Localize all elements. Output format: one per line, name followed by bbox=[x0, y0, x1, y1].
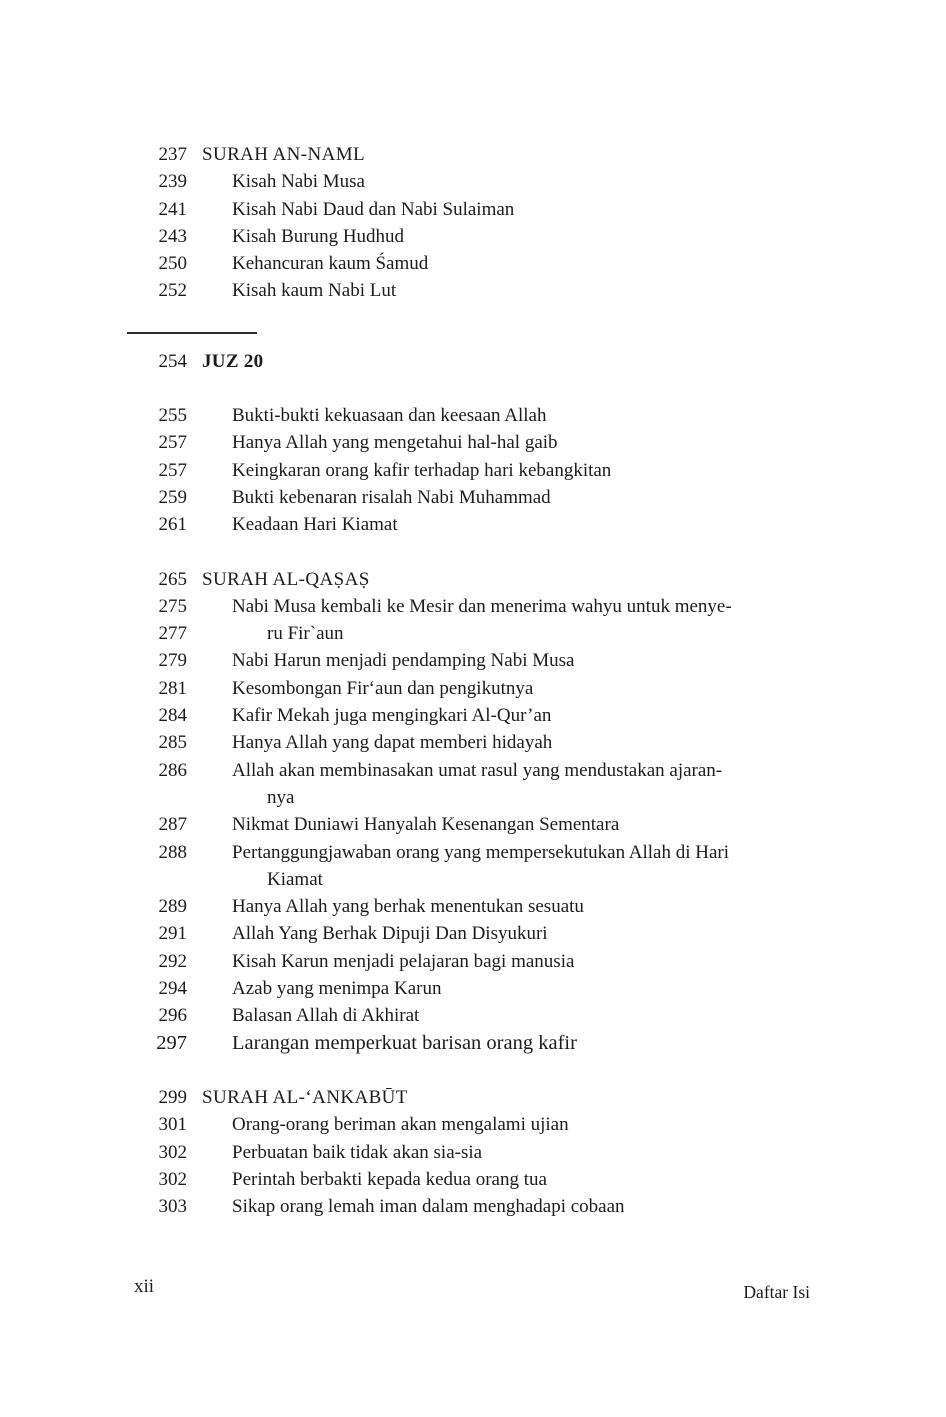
toc-entry-text: Perintah berbakti kepada kedua orang tua bbox=[232, 1168, 547, 1190]
toc-entry-page-number: 241 bbox=[158, 198, 187, 220]
toc-entry-text: Nikmat Duniawi Hanyalah Kesenangan Sementara bbox=[232, 814, 620, 836]
toc-row bbox=[127, 1139, 876, 1166]
toc-entry-text: SURAH AL-‘ANKABŪT bbox=[202, 1086, 408, 1108]
toc-row bbox=[127, 784, 876, 811]
toc-entry-page-number: 284 bbox=[158, 705, 187, 727]
toc-entry-page-number: 289 bbox=[158, 896, 187, 918]
toc-row bbox=[127, 1166, 876, 1193]
toc-entry-page-number: 279 bbox=[158, 650, 187, 672]
toc-entry-page-number: 275 bbox=[158, 595, 187, 617]
toc-entry-page-number: 294 bbox=[158, 978, 187, 1000]
toc-row bbox=[127, 647, 876, 674]
toc-row bbox=[127, 893, 876, 920]
toc-row bbox=[127, 866, 876, 893]
toc-row bbox=[127, 920, 876, 947]
toc-row bbox=[127, 729, 876, 756]
toc-entry-page-number: 254 bbox=[158, 350, 187, 372]
toc-row bbox=[127, 511, 876, 538]
toc-entry-text: SURAH AL-QAṢAṢ bbox=[202, 568, 370, 590]
toc-entry-text: Kesombongan Fir‘aun dan pengikutnya bbox=[232, 677, 534, 699]
toc-entry-page-number: 281 bbox=[158, 677, 187, 699]
toc-row bbox=[127, 196, 876, 223]
toc-entry-page-number: 243 bbox=[158, 225, 187, 247]
toc-entry-text: Kafir Mekah juga mengingkari Al-Qur’an bbox=[232, 705, 552, 727]
toc-row bbox=[127, 757, 876, 784]
toc-row bbox=[127, 223, 876, 250]
toc-block bbox=[127, 402, 876, 538]
toc-entry-page-number: 285 bbox=[158, 732, 187, 754]
section-divider bbox=[127, 332, 257, 334]
toc-row bbox=[127, 593, 876, 620]
toc-entry-text: Hanya Allah yang dapat memberi hidayah bbox=[232, 732, 553, 754]
toc-row bbox=[127, 348, 876, 375]
toc-entry-page-number: 257 bbox=[158, 432, 187, 454]
toc-row bbox=[127, 1002, 876, 1029]
toc-row bbox=[127, 948, 876, 975]
toc-row bbox=[127, 839, 876, 866]
toc-row bbox=[127, 702, 876, 729]
toc-row bbox=[127, 277, 876, 304]
toc-entry-page-number: 302 bbox=[158, 1141, 187, 1163]
toc-entry-text: Kisah kaum Nabi Lut bbox=[232, 280, 397, 302]
toc-entry-page-number: 286 bbox=[158, 759, 187, 781]
toc-entry-text: Kehancuran kaum Śamud bbox=[232, 253, 429, 275]
toc-entry-page-number: 239 bbox=[158, 171, 187, 193]
toc-row bbox=[127, 1111, 876, 1138]
toc-entry-page-number: 302 bbox=[158, 1168, 187, 1190]
toc-entry-page-number: 299 bbox=[158, 1086, 187, 1108]
toc-entry-page-number: 250 bbox=[158, 253, 187, 275]
toc-list bbox=[127, 141, 876, 1247]
toc-entry-page-number: 265 bbox=[158, 568, 187, 590]
toc-row bbox=[127, 457, 876, 484]
toc-entry-text: Kiamat bbox=[267, 868, 323, 890]
toc-entry-page-number: 259 bbox=[158, 486, 187, 508]
toc-row bbox=[127, 484, 876, 511]
toc-entry-text: Keingkaran orang kafir terhadap hari kebangkitan bbox=[232, 459, 612, 481]
toc-entry-page-number: 292 bbox=[158, 950, 187, 972]
toc-row bbox=[127, 675, 876, 702]
toc-block bbox=[127, 566, 876, 1057]
toc-entry-text: Perbuatan baik tidak akan sia-sia bbox=[232, 1141, 483, 1163]
toc-entry-text: Bukti kebenaran risalah Nabi Muhammad bbox=[232, 486, 551, 508]
toc-entry-page-number: 303 bbox=[158, 1196, 187, 1218]
toc-entry-text: Sikap orang lemah iman dalam menghadapi cobaan bbox=[232, 1196, 625, 1218]
toc-entry-page-number: 255 bbox=[158, 405, 187, 427]
toc-entry-page-number: 237 bbox=[158, 144, 187, 165]
footer-section-title: Daftar Isi bbox=[743, 1282, 810, 1302]
toc-block bbox=[127, 141, 876, 305]
toc-entry-text: Orang-orang beriman akan mengalami ujian bbox=[232, 1114, 569, 1136]
toc-entry-page-number: 288 bbox=[158, 841, 187, 863]
toc-entry-page-number: 277 bbox=[158, 623, 187, 645]
toc-entry-page-number: 287 bbox=[158, 814, 187, 836]
toc-entry-page-number: 261 bbox=[158, 514, 187, 536]
toc-entry-text: Kisah Burung Hudhud bbox=[232, 225, 405, 247]
toc-entry-text: nya bbox=[267, 786, 295, 808]
toc-entry-text: Kisah Karun menjadi pelajaran bagi manusia bbox=[232, 950, 575, 972]
toc-row bbox=[127, 402, 876, 429]
toc-entry-text: SURAH AN-NAML bbox=[202, 144, 366, 165]
toc-row bbox=[127, 141, 876, 168]
toc-entry-text: Kisah Nabi Musa bbox=[232, 171, 365, 193]
toc-entry-text: Bukti-bukti kekuasaan dan keesaan Allah bbox=[232, 405, 547, 427]
toc-entry-text: Hanya Allah yang berhak menentukan sesuatu bbox=[232, 896, 584, 918]
toc-entry-text: Azab yang menimpa Karun bbox=[232, 978, 442, 1000]
toc-entry-text: Pertanggungjawaban orang yang mempersekutukan Allah di Hari bbox=[232, 841, 730, 863]
toc-row bbox=[127, 1084, 876, 1111]
toc-entry-page-number: 252 bbox=[158, 280, 187, 302]
toc-entry-text: Allah Yang Berhak Dipuji Dan Disyukuri bbox=[232, 923, 548, 945]
toc-row bbox=[127, 566, 876, 593]
toc-entry-text: Larangan memperkuat barisan orang kafir bbox=[232, 1031, 577, 1054]
toc-entry-text: Allah akan membinasakan umat rasul yang mendustakan ajaran- bbox=[232, 759, 723, 781]
toc-row bbox=[127, 975, 876, 1002]
toc-row bbox=[127, 250, 876, 277]
toc-entry-page-number: 297 bbox=[156, 1031, 187, 1054]
toc-entry-text: ru Fir`aun bbox=[267, 623, 344, 645]
toc-entry-text: Balasan Allah di Akhirat bbox=[232, 1005, 420, 1027]
toc-row bbox=[127, 811, 876, 838]
toc-entry-text: JUZ 20 bbox=[202, 350, 264, 372]
folio-page-number: xii bbox=[134, 1276, 155, 1297]
toc-entry-page-number: 257 bbox=[158, 459, 187, 481]
toc-entry-text: Nabi Musa kembali ke Mesir dan menerima wahyu untuk menye- bbox=[232, 595, 732, 617]
toc-entry-text: Kisah Nabi Daud dan Nabi Sulaiman bbox=[232, 198, 515, 220]
toc-block bbox=[127, 1084, 876, 1220]
toc-entry-page-number: 301 bbox=[158, 1114, 187, 1136]
toc-row bbox=[127, 1193, 876, 1220]
toc-entry-page-number: 291 bbox=[158, 923, 187, 945]
toc-entry-text: Hanya Allah yang mengetahui hal-hal gaib bbox=[232, 432, 558, 454]
toc-row bbox=[127, 429, 876, 456]
toc-entry-text: Keadaan Hari Kiamat bbox=[232, 514, 398, 536]
toc-entry-page-number: 296 bbox=[158, 1005, 187, 1027]
toc-entry-text: Nabi Harun menjadi pendamping Nabi Musa bbox=[232, 650, 575, 672]
toc-row bbox=[127, 620, 876, 647]
toc-row bbox=[127, 168, 876, 195]
toc-block bbox=[127, 348, 876, 375]
toc-row bbox=[127, 1030, 876, 1057]
